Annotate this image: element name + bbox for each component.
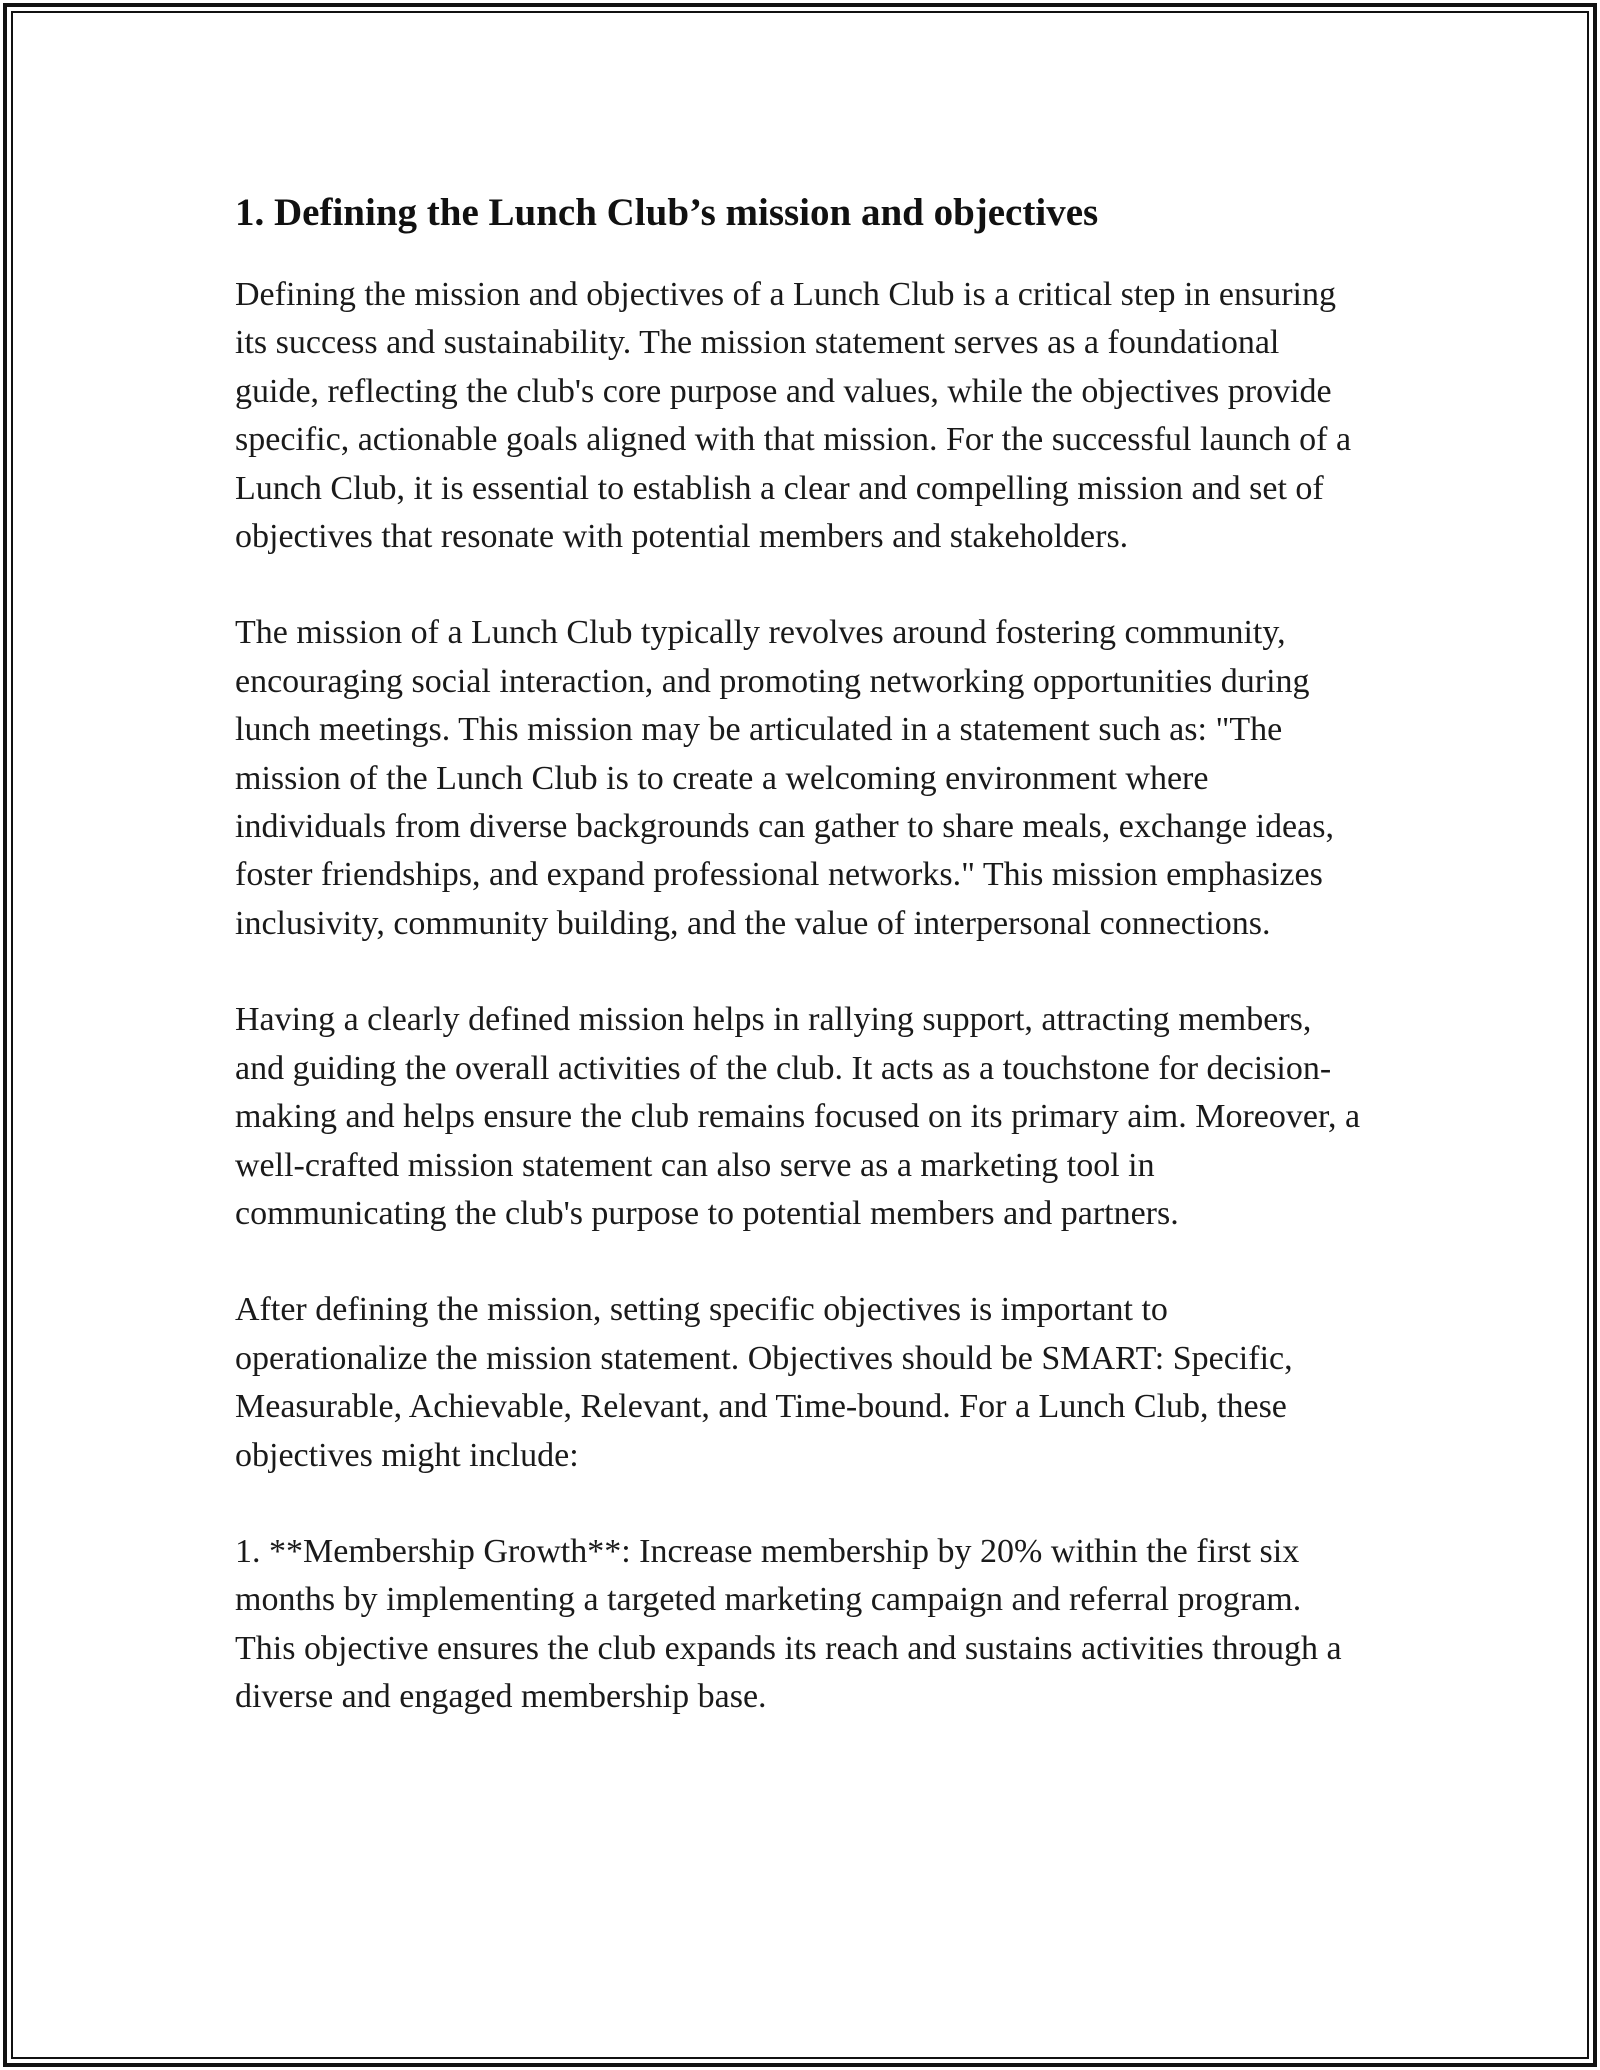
section-heading: 1. Defining the Lunch Club’s mission and objectives	[235, 191, 1099, 234]
document-body	[235, 180, 1365, 1770]
paragraph-intro: Defining the mission and objectives of a Lunch Club is a critical step in ensuring its success and sustainability. The mission statement serves as a foundational guide, reflecting the club's core purpose and values, while the objectives provide specific, actionable goals aligned with that mission. For the successful launch of a Lunch Club, it is essential to establish a clear and compelling mission and set of objectives that resonate with potential members and stakeholders.	[235, 276, 1352, 556]
paragraph-importance: Having a clearly defined mission helps in rallying support, attracting members, and guiding the overall activities of the club. It acts as a touchstone for decision-making and helps ensure the club remains focused on its primary aim. Moreover, a well-crafted mission statement can also serve as a marketing tool in communicating the club's purpose to potential members and partners.	[235, 1001, 1361, 1232]
paragraph-mission: The mission of a Lunch Club typically revolves around fostering community, encouraging social interaction, and promoting networking opportunities during lunch meetings. This mission may be articulated in a statement such as: "The mission of the Lunch Club is to create a welcoming environment where individuals from diverse backgrounds can gather to share meals, exchange ideas, foster friendships, and expand professional networks." This mission emphasizes inclusivity, community building, and the value of interpersonal connections.	[235, 614, 1334, 942]
paragraph-membership-growth: 1. **Membership Growth**: Increase membership by 20% within the first six months by implementing a targeted marketing campaign and referral program. This objective ensures the club expands its reach and sustains activities through a diverse and engaged membership base.	[235, 1532, 1342, 1716]
paragraph-objectives: After defining the mission, setting specific objectives is important to operationalize the mission statement. Objectives should be SMART: Specific, Measurable, Achievable, Relevant, and Time-bound. For a Lunch Club, these objectives might include:	[235, 1291, 1293, 1474]
